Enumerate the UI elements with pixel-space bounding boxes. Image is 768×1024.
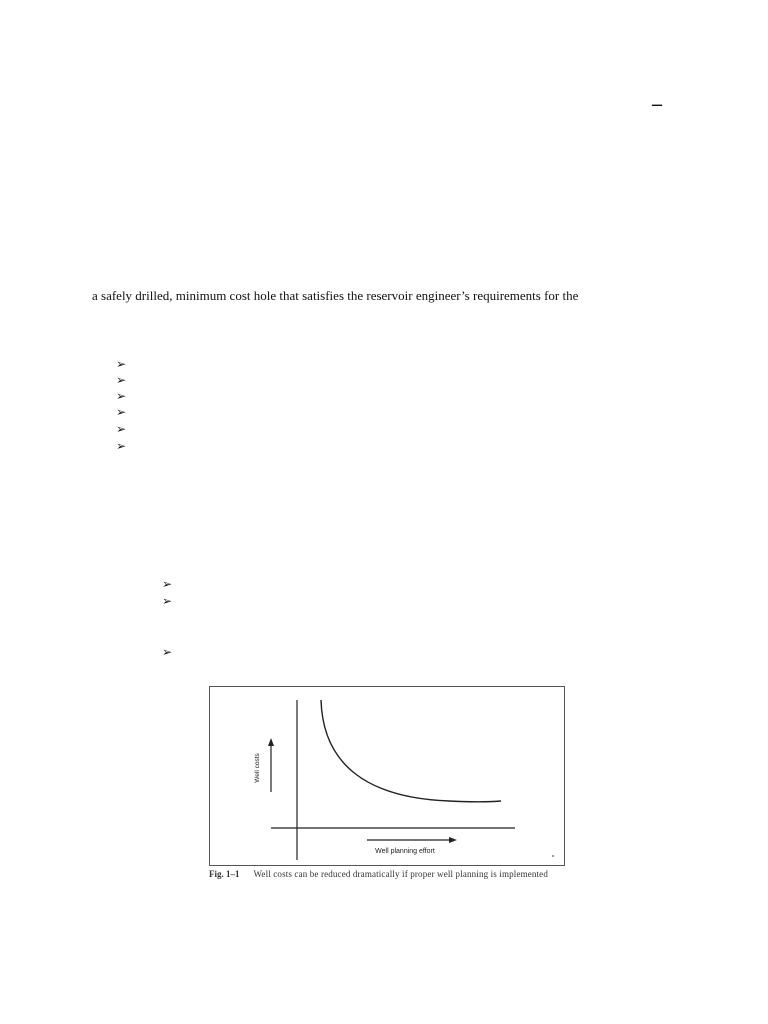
bullet-icon: ➢ [116, 373, 127, 387]
bullet-icon: ➢ [116, 405, 127, 419]
bullet-icon: ➢ [162, 594, 173, 608]
dash-mark: – [652, 93, 662, 115]
figure-graphic [209, 686, 565, 866]
figure-frame [210, 687, 565, 866]
caption-text: Well costs can be reduced dramatically if proper well planning is implemented [253, 870, 548, 879]
figure-well-cost [209, 686, 565, 866]
caption-label: Fig. 1–1 [209, 870, 240, 879]
scan-speck [552, 855, 554, 857]
figure-caption [209, 870, 565, 884]
body-text-line: a safely drilled, minimum cost hole that satisfies the reservoir engineer’s requirements for the [92, 288, 579, 303]
bullet-icon: ➢ [116, 389, 127, 403]
y-axis-label: Well costs [254, 753, 261, 783]
bullet-icon: ➢ [116, 357, 127, 371]
bullet-icon: ➢ [162, 577, 173, 591]
bullet-icon: ➢ [116, 439, 127, 453]
bullet-icon: ➢ [162, 645, 173, 659]
bullet-icon: ➢ [116, 422, 127, 436]
x-axis-label: Well planning effort [375, 848, 435, 855]
